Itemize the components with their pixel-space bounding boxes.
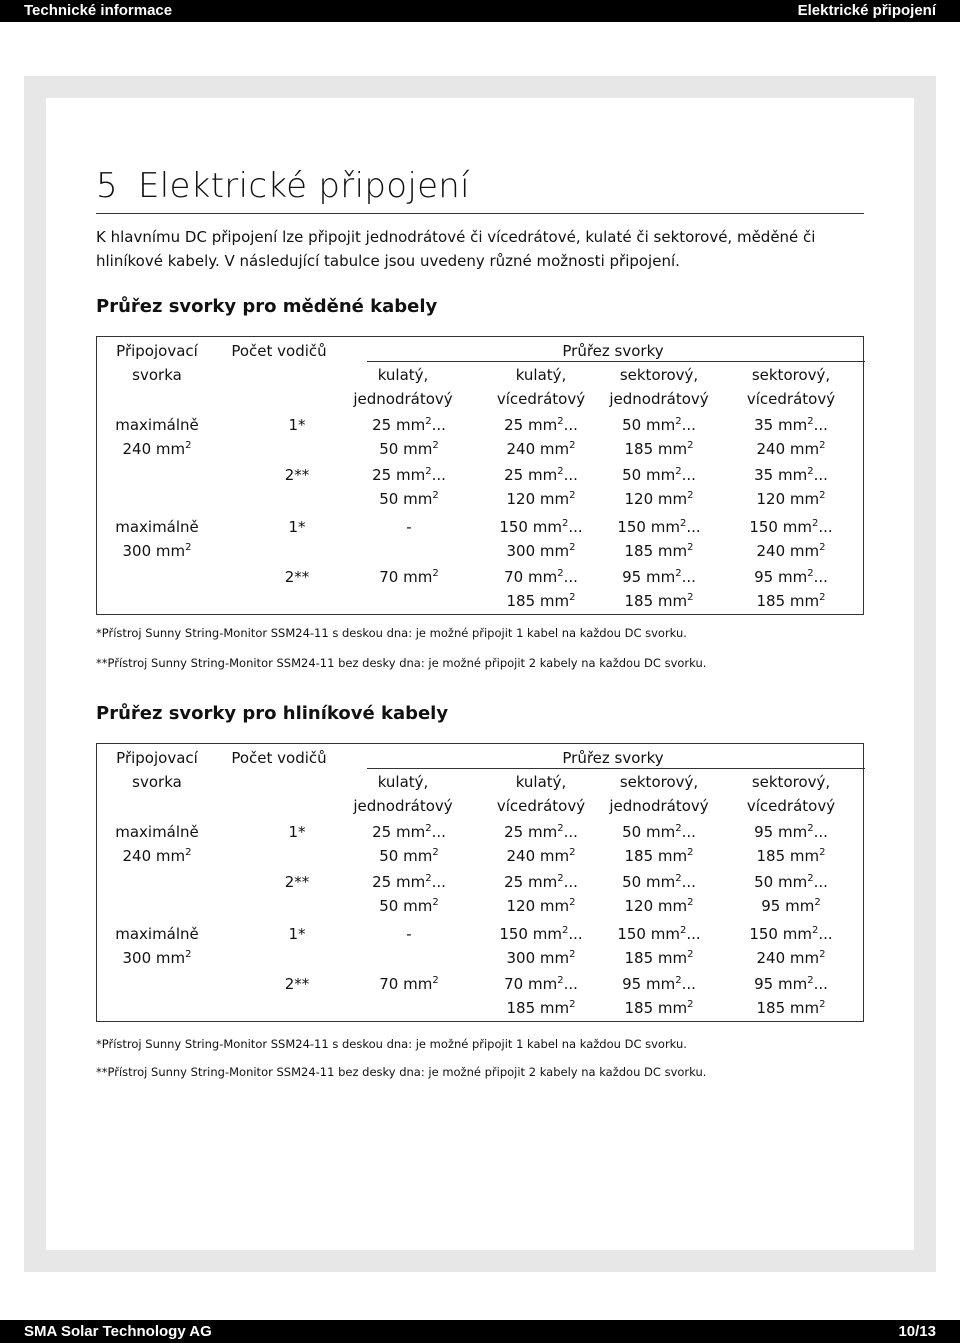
cross-section-value: - — [406, 518, 412, 536]
cross-section-value: 25 $mm^2$... 50 $mm^2$ — [372, 466, 446, 508]
header-conductor-count: Počet vodičů — [231, 342, 327, 360]
group-label: maximálně 300 $mm^2$ — [115, 925, 199, 967]
cross-section-value: 25 $mm^2$... 240 $mm^2$ — [504, 823, 578, 865]
conductor-count: 1* — [288, 416, 306, 434]
footer-page-number: 10/13 — [898, 1323, 936, 1340]
cross-section-value: 25 $mm^2$... 50 $mm^2$ — [372, 416, 446, 458]
conductor-count: 2** — [284, 873, 310, 891]
cross-section-table — [96, 743, 864, 1022]
header-col-sector-solid: sektorový, jednodrátový — [609, 773, 709, 815]
cross-section-value: 150 $mm^2$... 300 $mm^2$ — [499, 518, 583, 560]
conductor-count: 1* — [288, 925, 306, 943]
page-footer — [0, 1320, 960, 1343]
conductor-count: 1* — [288, 518, 306, 536]
table-title: Průřez svorky pro hliníkové kabely — [96, 703, 449, 724]
cross-section-value: 95 $mm^2$... 185 $mm^2$ — [622, 568, 696, 610]
cross-section-value: 150 $mm^2$... 185 $mm^2$ — [617, 518, 701, 560]
header-col-sector-stranded: sektorový, vícedrátový — [746, 366, 836, 408]
cross-section-value: 50 $mm^2$... 185 $mm^2$ — [622, 416, 696, 458]
footnote: *Přístroj Sunny String-Monitor SSM24-11 s deskou dna: je možné připojit 1 kabel na každou DC svorku. — [96, 1037, 687, 1051]
cross-section-value: 25 $mm^2$... 120 $mm^2$ — [504, 466, 578, 508]
cross-section-value: 95 $mm^2$... 185 $mm^2$ — [754, 823, 828, 865]
group-label: maximálně 240 $mm^2$ — [115, 416, 199, 458]
cross-section-value: 150 $mm^2$... 300 $mm^2$ — [499, 925, 583, 967]
cross-section-value: 70 $mm^2$ — [379, 975, 439, 993]
footnote: *Přístroj Sunny String-Monitor SSM24-11 s deskou dna: je možné připojit 1 kabel na každou DC svorku. — [96, 626, 687, 640]
conductor-count: 2** — [284, 466, 310, 484]
cross-section-value: 25 $mm^2$... 50 $mm^2$ — [372, 873, 446, 915]
cross-section-table — [96, 336, 864, 615]
conductor-count: 2** — [284, 568, 310, 586]
conductor-count: 1* — [288, 823, 306, 841]
cross-section-value: 95 $mm^2$... 185 $mm^2$ — [754, 568, 828, 610]
page-header — [0, 0, 960, 22]
cross-section-value: 150 $mm^2$... 185 $mm^2$ — [617, 925, 701, 967]
section-number: 5 — [96, 166, 118, 206]
header-conductor-count: Počet vodičů — [231, 749, 327, 767]
header-cross-section-group: Průřez svorky — [562, 342, 664, 360]
cross-section-value: 50 $mm^2$... 120 $mm^2$ — [622, 466, 696, 508]
header-col-round-stranded: kulatý, vícedrátový — [496, 773, 586, 815]
footnote: **Přístroj Sunny String-Monitor SSM24-11 bez desky dna: je možné připojit 2 kabely na každou DC svorku. — [96, 656, 707, 670]
conductor-count: 2** — [284, 975, 310, 993]
footer-company: SMA Solar Technology AG — [24, 1323, 212, 1340]
cross-section-value: 150 $mm^2$... 240 $mm^2$ — [749, 925, 833, 967]
header-col-round-solid: kulatý, jednodrátový — [353, 773, 453, 815]
section-heading — [96, 166, 864, 214]
cross-section-value: 150 $mm^2$... 240 $mm^2$ — [749, 518, 833, 560]
cross-section-value: 50 $mm^2$... 95 $mm^2$ — [754, 873, 828, 915]
header-cross-section-group: Průřez svorky — [562, 749, 664, 767]
cross-section-value: 25 $mm^2$... 50 $mm^2$ — [372, 823, 446, 865]
header-group-underline — [367, 361, 865, 362]
header-group-underline — [367, 768, 865, 769]
cross-section-value: 95 $mm^2$... 185 $mm^2$ — [754, 975, 828, 1017]
cross-section-value: 70 $mm^2$ — [379, 568, 439, 586]
cross-section-value: 50 $mm^2$... 120 $mm^2$ — [622, 873, 696, 915]
footnote: **Přístroj Sunny String-Monitor SSM24-11 bez desky dna: je možné připojit 2 kabely na každou DC svorku. — [96, 1065, 707, 1079]
table-title: Průřez svorky pro měděné kabely — [96, 296, 438, 317]
cross-section-value: - — [406, 925, 412, 943]
header-col-sector-solid: sektorový, jednodrátový — [609, 366, 709, 408]
header-right-text: Elektrické připojení — [797, 2, 936, 19]
section-title: Elektrické připojení — [137, 166, 470, 206]
cross-section-value: 25 $mm^2$... 240 $mm^2$ — [504, 416, 578, 458]
header-terminal: Připojovací svorka — [116, 749, 198, 791]
group-label: maximálně 300 $mm^2$ — [115, 518, 199, 560]
cross-section-value: 50 $mm^2$... 185 $mm^2$ — [622, 823, 696, 865]
header-terminal: Připojovací svorka — [116, 342, 198, 384]
cross-section-value: 95 $mm^2$... 185 $mm^2$ — [622, 975, 696, 1017]
group-label: maximálně 240 $mm^2$ — [115, 823, 199, 865]
header-col-round-solid: kulatý, jednodrátový — [353, 366, 453, 408]
intro-paragraph: K hlavnímu DC připojení lze připojit jednodrátové či vícedrátové, kulaté či sektorové, měděné či hliníkové kabely. V následující tabulce jsou uvedeny různé možnosti připojení. — [96, 228, 816, 270]
header-col-round-stranded: kulatý, vícedrátový — [496, 366, 586, 408]
header-left-text: Technické informace — [24, 2, 173, 19]
cross-section-value: 35 $mm^2$... 240 $mm^2$ — [754, 416, 828, 458]
cross-section-value: 70 $mm^2$... 185 $mm^2$ — [504, 568, 578, 610]
cross-section-value: 25 $mm^2$... 120 $mm^2$ — [504, 873, 578, 915]
cross-section-value: 35 $mm^2$... 120 $mm^2$ — [754, 466, 828, 508]
header-col-sector-stranded: sektorový, vícedrátový — [746, 773, 836, 815]
cross-section-value: 70 $mm^2$... 185 $mm^2$ — [504, 975, 578, 1017]
